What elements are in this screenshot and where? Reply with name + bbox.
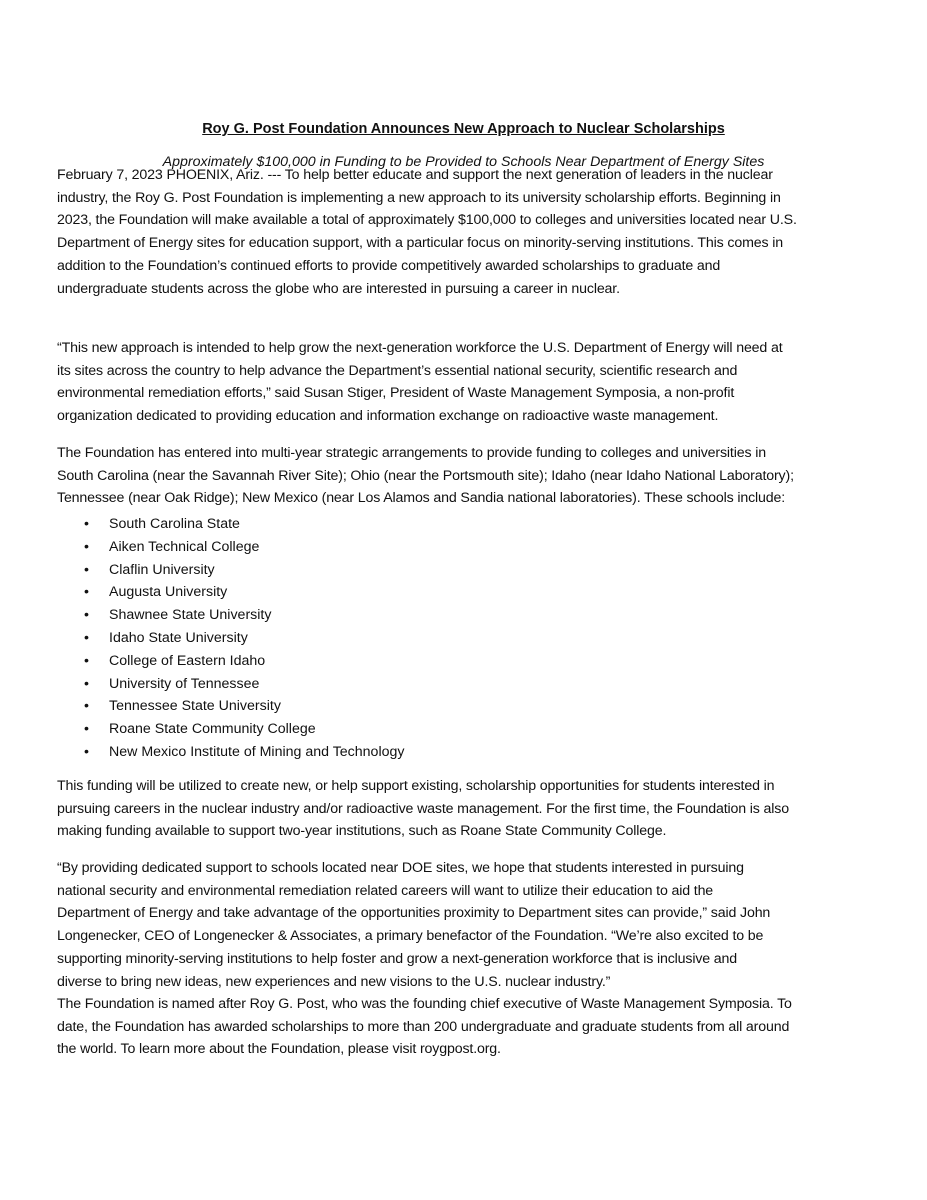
list-item [0, 513, 927, 536]
school-name: Tennessee State University [109, 698, 281, 715]
paragraph-line: diverse to bring new ideas, new experiences and new visions to the U.S. nuclear industry.” [57, 973, 611, 990]
school-name: New Mexico Institute of Mining and Technology [109, 743, 405, 760]
paragraph-line: The Foundation has entered into multi-year strategic arrangements to provide funding to colleges and universities in [57, 445, 766, 461]
paragraph-line: its sites across the country to help advance the Department’s essential national security, scientific research and [57, 362, 738, 379]
school-name: Augusta University [109, 584, 228, 601]
paragraph-line: Department of Energy sites for education support, with a particular focus on minority-serving institutions. This comes in [57, 235, 783, 252]
document-subtitle: Approximately $100,000 in Funding to be Provided to Schools Near Department of Energy Sites [162, 154, 765, 170]
paragraph-line: South Carolina (near the Savannah River Site); Ohio (near the Portsmouth site); Idaho (near Idaho National Laboratory); [57, 467, 794, 484]
paragraph-line: “This new approach is intended to help grow the next-generation workforce the U.S. Department of Energy will need at [57, 340, 783, 356]
document-title [0, 121, 927, 137]
bullet-icon: • [84, 607, 89, 624]
bullet-icon: • [84, 675, 89, 692]
school-list [0, 513, 927, 764]
school-name: Idaho State University [109, 629, 248, 646]
bullet-icon: • [84, 538, 89, 555]
paragraph-line: This funding will be utilized to create new, or help support existing, scholarship opportunities for students interested in [57, 778, 775, 794]
list-item [0, 718, 927, 741]
paragraph-line: undergraduate students across the globe who are interested in pursuing a career in nuclear. [57, 280, 620, 297]
stiger-quote-paragraph [57, 337, 887, 428]
school-name: Roane State Community College [109, 721, 316, 738]
funding-paragraph [57, 775, 887, 843]
paragraph-line: industry, the Roy G. Post Foundation is implementing a new approach to its university scholarship efforts. Beginning in [57, 189, 781, 206]
list-item [0, 695, 927, 718]
school-name: College of Eastern Idaho [109, 652, 266, 669]
paragraph-line: Tennessee (near Oak Ridge); New Mexico (near Los Alamos and Sandia national laboratories). These schools include: [57, 490, 786, 507]
paragraph-line: Department of Energy and take advantage of the opportunities proximity to Department sites can provide,” said John [57, 905, 771, 922]
list-item [0, 741, 927, 764]
paragraph-line: date, the Foundation has awarded scholarships to more than 200 undergraduate and graduate students from all around [57, 1018, 790, 1035]
closing-paragraph [57, 993, 887, 1061]
bullet-icon: • [84, 584, 89, 601]
list-item [0, 559, 927, 582]
paragraph-line: February 7, 2023 PHOENIX, Ariz. --- To help better educate and support the next generation of leaders in the nuclear [57, 167, 773, 183]
bullet-icon: • [84, 561, 89, 578]
bullet-icon: • [84, 652, 89, 669]
bullet-icon: • [84, 629, 89, 646]
paragraph-line: 2023, the Foundation will make available a total of approximately $100,000 to colleges and universities located near U.S. [57, 212, 797, 229]
paragraph-line: pursuing careers in the nuclear industry and/or radioactive waste management. For the first time, the Foundation is also [57, 800, 789, 817]
bullet-icon: • [84, 516, 89, 532]
bullet-icon: • [84, 743, 89, 760]
paragraph-line: Longenecker, CEO of Longenecker & Associates, a primary benefactor of the Foundation. “We’re also excited to be [57, 928, 764, 945]
paragraph-line: national security and environmental remediation related careers will want to utilize their education to aid the [57, 882, 714, 899]
longenecker-quote-paragraph [57, 857, 887, 993]
paragraph-line: making funding available to support two-year institutions, such as Roane State Community College. [57, 823, 667, 840]
intro-paragraph [57, 164, 887, 300]
paragraph-line: organization dedicated to providing education and information exchange on radioactive waste management. [57, 408, 719, 425]
paragraph-line: supporting minority-serving institutions to help foster and grow a next-generation workforce that is inclusive and [57, 950, 738, 967]
bullet-icon: • [84, 721, 89, 738]
paragraph-line: the world. To learn more about the Foundation, please visit roygpost.org. [57, 1041, 501, 1058]
list-item [0, 673, 927, 696]
list-item [0, 536, 927, 559]
arrangements-paragraph [57, 442, 887, 510]
paragraph-line: addition to the Foundation’s continued efforts to provide competitively awarded scholarships to graduate and [57, 257, 721, 274]
paragraph-line: “By providing dedicated support to schools located near DOE sites, we hope that students interested in pursuing [57, 860, 744, 876]
school-name: Shawnee State University [109, 607, 272, 624]
school-name: University of Tennessee [109, 675, 260, 692]
paragraph-line: environmental remediation efforts,” said Susan Stiger, President of Waste Management Symposia, a non-profit [57, 385, 735, 402]
title-text: Roy G. Post Foundation Announces New Approach to Nuclear Scholarships [202, 121, 725, 137]
bullet-icon: • [84, 698, 89, 715]
list-item [0, 650, 927, 673]
school-name: Claflin University [109, 561, 215, 578]
school-name: South Carolina State [109, 516, 240, 532]
paragraph-line: The Foundation is named after Roy G. Post, who was the founding chief executive of Waste Management Symposia. To [57, 996, 792, 1012]
school-name: Aiken Technical College [109, 538, 260, 555]
list-item [0, 627, 927, 650]
list-item [0, 581, 927, 604]
list-item [0, 604, 927, 627]
